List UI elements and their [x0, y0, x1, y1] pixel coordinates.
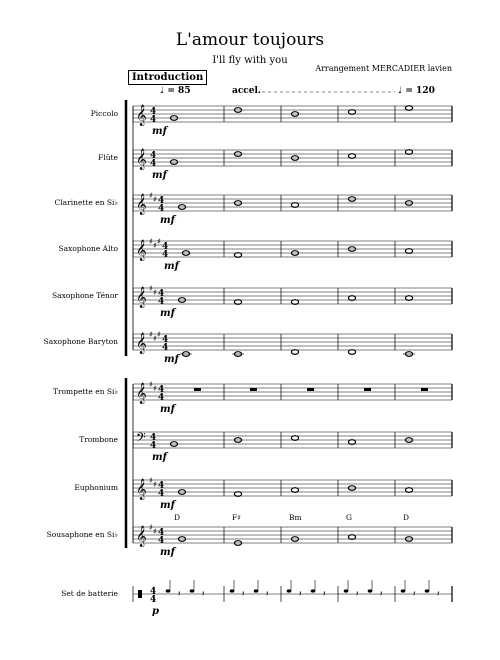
rest-icon: 𝄽	[323, 589, 326, 598]
instrument-label: Trombone	[79, 435, 118, 444]
whole-rest	[194, 388, 201, 391]
whole-note	[405, 106, 412, 111]
instrument-label: Piccolo	[90, 109, 118, 118]
time-signature: 4	[158, 204, 165, 214]
score-subtitle: I'll fly with you	[212, 55, 288, 66]
whole-note	[234, 492, 241, 497]
rest-icon: 𝄽	[202, 589, 205, 598]
rest-icon: 𝄽	[178, 589, 181, 598]
tempo-accel: accel.	[232, 86, 262, 96]
instrument-label: Clarinette en Si♭	[54, 198, 118, 207]
dynamic-marking: p	[152, 606, 159, 617]
dynamic-marking: mf	[160, 308, 175, 319]
arranger-credit: Arrangement MERCADIER lavien	[315, 64, 452, 73]
whole-note	[234, 300, 241, 305]
instrument-label: Saxophone Alto	[58, 244, 118, 253]
whole-note	[291, 350, 298, 355]
whole-note	[405, 249, 412, 254]
instrument-label: Trompette en Si♭	[52, 387, 118, 396]
treble-clef-icon: 𝄞	[136, 194, 147, 215]
sharp-icon: ♯	[149, 476, 153, 485]
drum-note	[166, 589, 171, 592]
sharp-icon: ♯	[157, 237, 161, 246]
time-signature: 4	[158, 481, 165, 491]
sharp-icon: ♯	[153, 527, 157, 536]
time-signature: 4	[158, 289, 165, 299]
drum-note	[344, 589, 349, 592]
time-signature: 4	[158, 196, 165, 206]
whole-note	[348, 350, 355, 355]
time-signature: 4	[150, 587, 157, 597]
whole-note	[291, 300, 298, 305]
instrument-label: Sousaphone en Si♭	[46, 530, 118, 539]
sharp-icon: ♯	[153, 195, 157, 204]
sharp-icon: ♯	[149, 523, 153, 532]
dynamic-marking: mf	[160, 547, 175, 558]
percussion-clef-icon	[138, 590, 142, 598]
sharp-icon: ♯	[153, 241, 157, 250]
time-signature: 4	[162, 335, 169, 345]
dynamic-marking: mf	[164, 261, 179, 272]
whole-rest	[250, 388, 257, 391]
time-signature: 4	[162, 250, 169, 260]
dynamic-marking: mf	[160, 500, 175, 511]
sharp-icon: ♯	[149, 284, 153, 293]
time-signature: 4	[158, 385, 165, 395]
whole-note	[405, 296, 412, 301]
whole-note	[405, 150, 412, 155]
drum-note	[254, 589, 259, 592]
drum-note	[190, 589, 195, 592]
time-signature: 4	[150, 107, 157, 117]
whole-note	[291, 488, 298, 493]
whole-note	[348, 154, 355, 159]
treble-clef-icon: 𝄞	[136, 526, 147, 547]
drum-note	[287, 589, 292, 592]
dynamic-marking: mf	[152, 170, 167, 181]
time-signature: 4	[150, 433, 157, 443]
time-signature: 4	[158, 297, 165, 307]
rest-icon: 𝄽	[266, 589, 269, 598]
drum-note	[425, 589, 430, 592]
whole-note	[348, 535, 355, 540]
dynamic-marking: mf	[160, 404, 175, 415]
tempo-initial: ♩ = 85	[160, 86, 191, 96]
rest-icon: 𝄽	[380, 589, 383, 598]
whole-note	[348, 110, 355, 115]
sharp-icon: ♯	[149, 191, 153, 200]
chord-symbol: D	[174, 513, 181, 522]
time-signature: 4	[162, 343, 169, 353]
time-signature: 4	[150, 595, 157, 605]
rest-icon: 𝄽	[413, 589, 416, 598]
bass-clef-icon: 𝄢	[136, 430, 146, 448]
instrument-label: Flûte	[98, 153, 118, 162]
time-signature: 4	[150, 441, 157, 451]
tempo-final: ♩ = 120	[398, 86, 435, 96]
sharp-icon: ♯	[153, 288, 157, 297]
whole-note	[291, 436, 298, 441]
drum-note	[311, 589, 316, 592]
treble-clef-icon: 𝄞	[136, 333, 147, 354]
score-title: L'amour toujours	[175, 30, 325, 50]
whole-note	[234, 253, 241, 258]
whole-note	[405, 488, 412, 493]
sharp-icon: ♯	[157, 330, 161, 339]
sharp-icon: ♯	[149, 330, 153, 339]
chord-symbol: G	[346, 513, 352, 522]
sharp-icon: ♯	[149, 237, 153, 246]
time-signature: 4	[150, 115, 157, 125]
instrument-label: Set de batterie	[61, 589, 118, 598]
whole-rest	[364, 388, 371, 391]
whole-rest	[421, 388, 428, 391]
rest-icon: 𝄽	[437, 589, 440, 598]
dynamic-marking: mf	[152, 452, 167, 463]
whole-note	[348, 440, 355, 445]
rehearsal-mark: Introduction	[128, 70, 207, 85]
sharp-icon: ♯	[153, 480, 157, 489]
drum-note	[401, 589, 406, 592]
time-signature: 4	[158, 528, 165, 538]
dynamic-marking: mf	[164, 354, 179, 365]
chord-symbol: Bm	[289, 513, 302, 522]
time-signature: 4	[158, 489, 165, 499]
treble-clef-icon: 𝄞	[136, 149, 147, 170]
treble-clef-icon: 𝄞	[136, 479, 147, 500]
chord-symbol: D	[403, 513, 410, 522]
treble-clef-icon: 𝄞	[136, 287, 147, 308]
dynamic-marking: mf	[152, 126, 167, 137]
treble-clef-icon: 𝄞	[136, 240, 147, 261]
sharp-icon: ♯	[149, 380, 153, 389]
rest-icon: 𝄽	[299, 589, 302, 598]
time-signature: 4	[158, 393, 165, 403]
whole-rest	[307, 388, 314, 391]
whole-note	[348, 296, 355, 301]
chord-symbol: F♯	[232, 513, 241, 522]
whole-note	[291, 203, 298, 208]
drum-note	[230, 589, 235, 592]
sharp-icon: ♯	[153, 384, 157, 393]
dynamic-marking: mf	[160, 215, 175, 226]
instrument-label: Saxophone Ténor	[52, 291, 118, 300]
rest-icon: 𝄽	[242, 589, 245, 598]
time-signature: 4	[162, 242, 169, 252]
treble-clef-icon: 𝄞	[136, 383, 147, 404]
drum-note	[368, 589, 373, 592]
time-signature: 4	[150, 151, 157, 161]
time-signature: 4	[158, 536, 165, 546]
rest-icon: 𝄽	[356, 589, 359, 598]
time-signature: 4	[150, 159, 157, 169]
treble-clef-icon: 𝄞	[136, 105, 147, 126]
instrument-label: Euphonium	[74, 483, 118, 492]
sharp-icon: ♯	[153, 334, 157, 343]
instrument-label: Saxophone Baryton	[43, 337, 118, 346]
